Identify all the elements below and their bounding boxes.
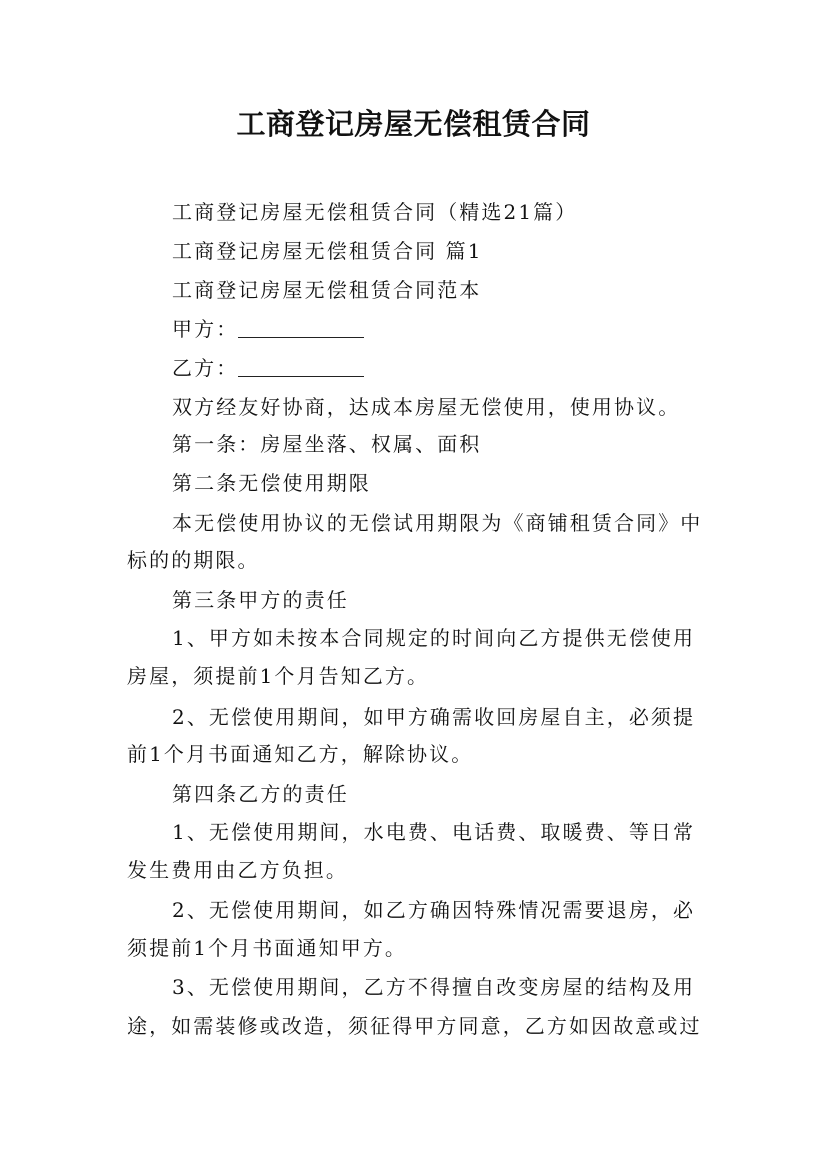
party-a-label: 甲方： <box>172 317 239 341</box>
paragraph-line: 前1个月书面通知乙方，解除协议。 <box>127 742 474 766</box>
party-b-line <box>172 354 752 382</box>
article-heading: 第一条：房屋坐落、权属、面积 <box>172 432 482 456</box>
article-heading: 第四条乙方的责任 <box>172 782 349 806</box>
paragraph-line: 标的的期限。 <box>127 548 260 572</box>
paragraph-line: 工商登记房屋无偿租赁合同（精选21篇） <box>172 200 578 224</box>
party-b-blank <box>238 356 364 377</box>
paragraph-line: 1、甲方如未按本合同规定的时间向乙方提供无偿使用 <box>172 626 696 650</box>
document-title: 工商登记房屋无偿租赁合同 <box>236 107 591 141</box>
article-heading: 第二条无偿使用期限 <box>172 471 371 495</box>
party-b-label: 乙方： <box>172 356 239 380</box>
paragraph-line: 工商登记房屋无偿租赁合同范本 <box>172 278 482 302</box>
party-a-line <box>172 315 752 343</box>
paragraph-line: 发生费用由乙方负担。 <box>127 858 348 882</box>
paragraph-line: 本无偿使用协议的无偿试用期限为《商铺租赁合同》中 <box>172 511 703 535</box>
paragraph-line: 1、无偿使用期间，水电费、电话费、取暖费、等日常 <box>172 820 696 844</box>
paragraph-line: 2、无偿使用期间，如甲方确需收回房屋自主，必须提 <box>172 705 696 729</box>
party-a-blank <box>238 317 364 338</box>
paragraph-line: 2、无偿使用期间，如乙方确因特殊情况需要退房，必 <box>172 898 696 922</box>
paragraph-line: 双方经友好协商，达成本房屋无偿使用，使用协议。 <box>172 395 681 419</box>
paragraph-line: 3、无偿使用期间，乙方不得擅自改变房屋的结构及用 <box>172 975 696 999</box>
paragraph-line: 须提前1个月书面通知甲方。 <box>127 936 408 960</box>
paragraph-line: 途，如需装修或改造，须征得甲方同意，乙方如因故意或过 <box>127 1014 702 1038</box>
article-heading: 第三条甲方的责任 <box>172 588 349 612</box>
paragraph-line: 工商登记房屋无偿租赁合同 篇1 <box>172 239 483 263</box>
paragraph-line: 房屋，须提前1个月告知乙方。 <box>127 664 430 688</box>
